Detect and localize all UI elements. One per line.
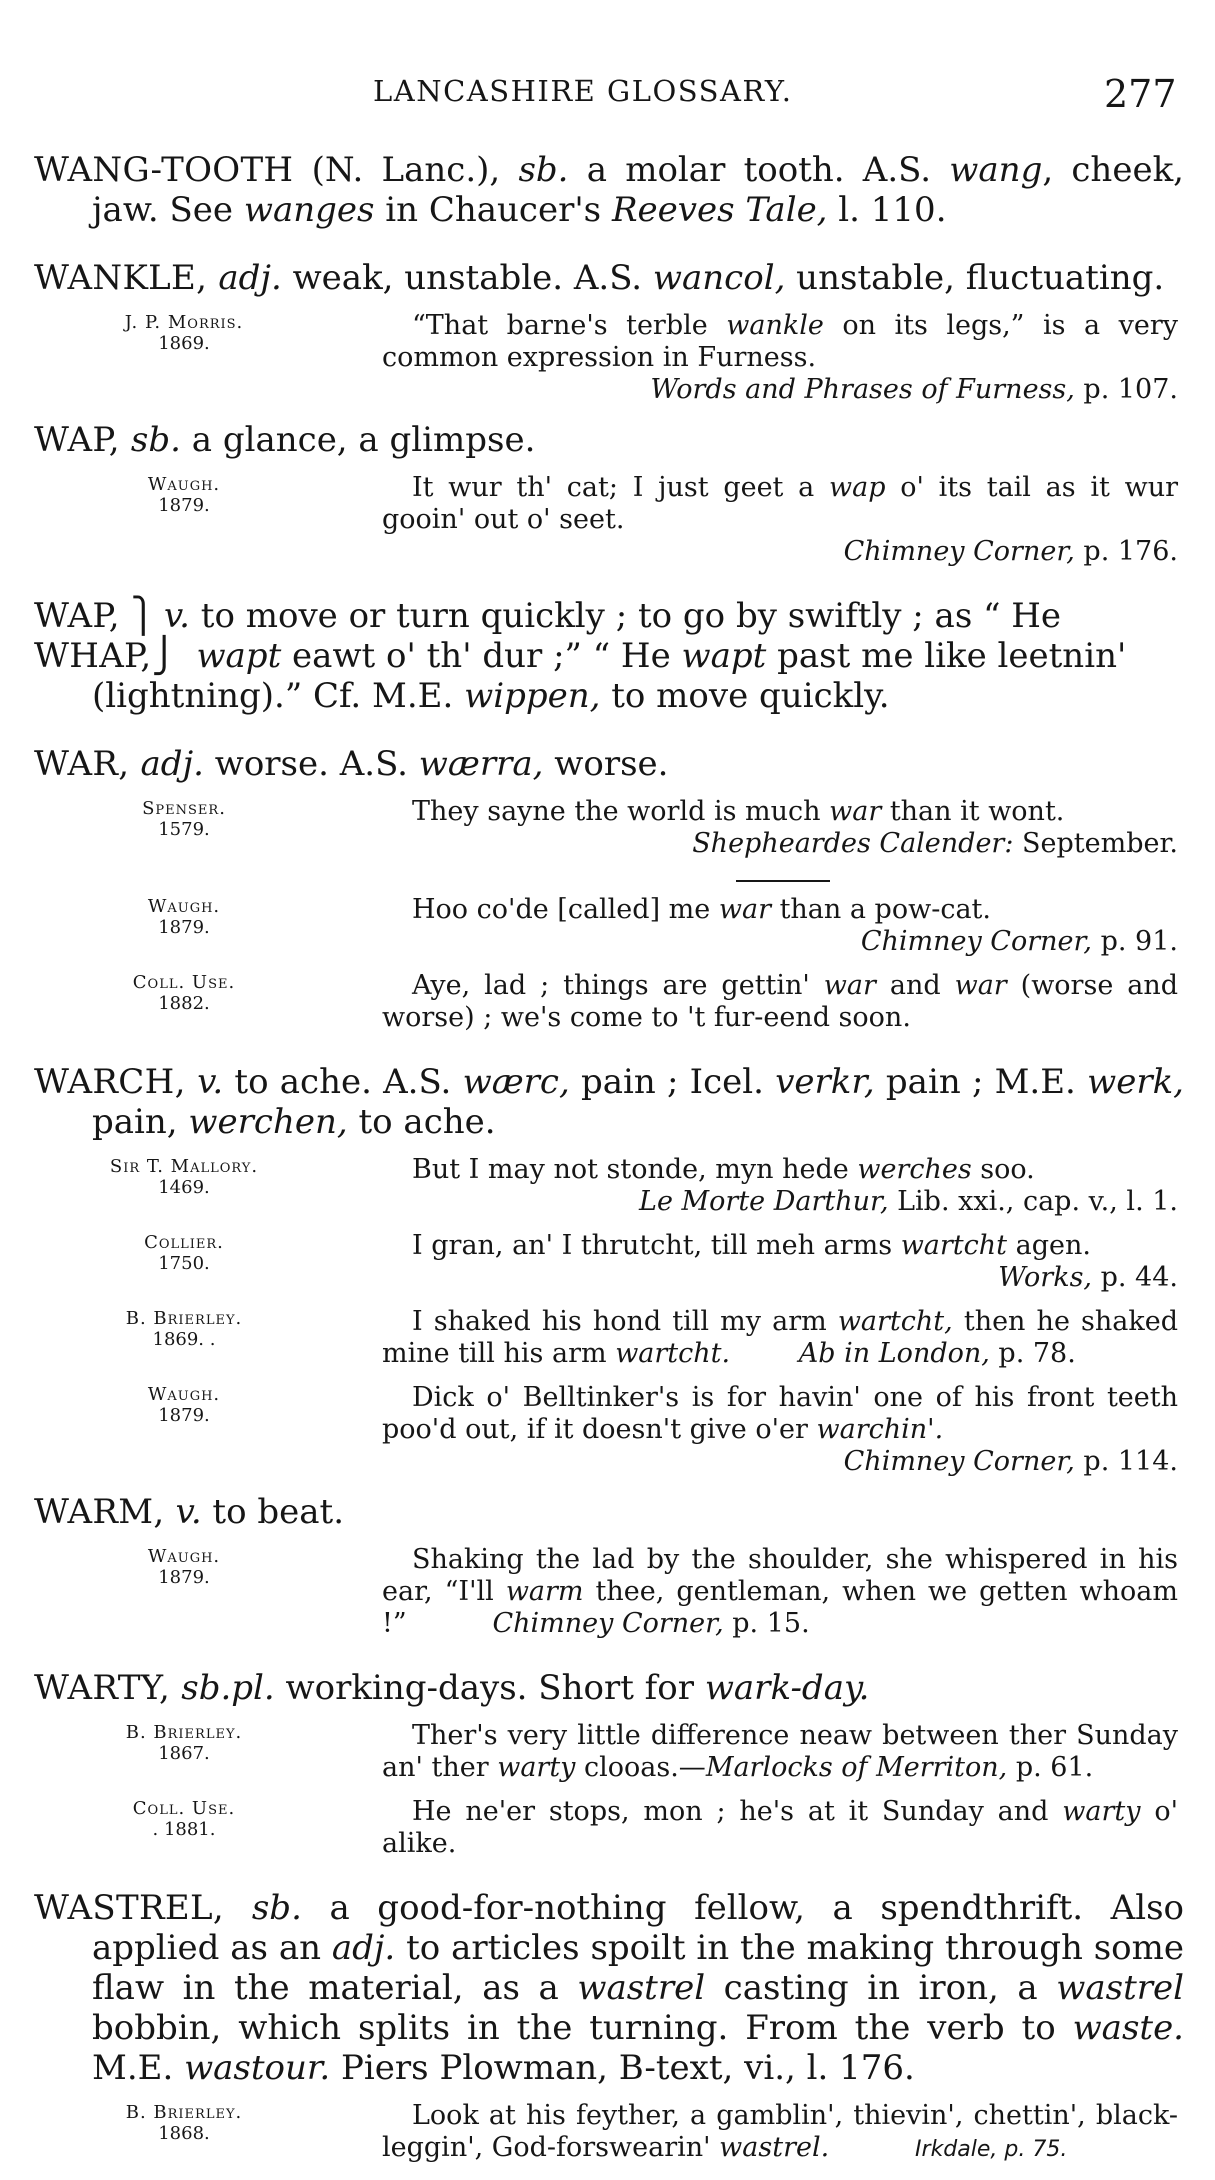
citation-quote: He ne'er stops, mon ; he's at it Sunday and warty o' alike. — [382, 1796, 1179, 1859]
citation-author: Collier. — [144, 1232, 224, 1253]
citation-source — [34, 1382, 334, 1478]
citation-quote: I gran, an' I thrutcht, till meh arms wartcht agen. Works, p. 44. — [334, 1230, 1184, 1294]
headword: WAR, — [34, 744, 141, 784]
entry-definition: WARCH, v. to ache. A.S. wærc, pain ; Icel. verkr, pain ; M.E. werk, pain, werchen, to ache. — [34, 1062, 1184, 1142]
citation — [34, 1544, 1184, 1640]
citation-reference: Chimney Corner, p. 114. — [843, 1446, 1178, 1477]
headword: WANKLE, — [34, 258, 219, 298]
citation-author: Sir T. Mallory. — [109, 1156, 259, 1177]
citation — [34, 1154, 1184, 1218]
citation-quote: Aye, lad ; things are gettin' war and war (worse and worse) ; we's come to 't fur-eend soon. — [382, 970, 1179, 1033]
part-of-speech: v. — [197, 1062, 224, 1102]
part-of-speech: adj. — [218, 258, 282, 298]
citation-reference: Works, p. 44. — [998, 1262, 1178, 1293]
citation-quote: Dick o' Belltinker's is for havin' one of his front teeth poo'd out, if it doesn't give o'er warchin'. Chimney Corner, p. 114. — [382, 1382, 1178, 1477]
part-of-speech: sb. — [130, 420, 181, 460]
citation-reference: Words and Phrases of Furness, p. 107. — [650, 374, 1178, 405]
citation-author: B. Brierley. — [125, 2102, 243, 2123]
citation — [34, 472, 1184, 568]
headword: WANG-TOOTH — [34, 150, 294, 190]
citation-source — [34, 1230, 334, 1294]
citation-source — [34, 472, 334, 568]
headword: WAP, — [34, 596, 120, 636]
citation-author: Waugh. — [147, 1384, 221, 1405]
citation-author: Waugh. — [147, 896, 221, 917]
glossary-entries — [34, 150, 1184, 2180]
citation-year: 1869. . — [152, 1329, 216, 1350]
citation — [34, 1306, 1184, 1370]
citation-source — [34, 2100, 334, 2166]
citation — [34, 310, 1184, 406]
headword: WARTY, — [34, 1668, 182, 1708]
handwritten-annotation: Irkdale, p. 75. — [915, 2137, 1068, 2162]
citation-quote: But I may not stonde, myn hede werches soo. Le Morte Darthur, Lib. xxi., cap. v., l. 1. — [334, 1154, 1184, 1218]
entry-definition: WANKLE, adj. weak, unstable. A.S. wancol, unstable, fluctuating. — [34, 258, 1165, 298]
citation — [34, 796, 1184, 860]
citation-year: 1750. — [158, 1253, 210, 1274]
citation-source — [34, 970, 334, 1034]
entry-definition: WARTY, sb.pl. working-days. Short for wark-day. — [34, 1668, 870, 1708]
entry-warch — [34, 1062, 1184, 1478]
citation-year: 1879. — [158, 917, 210, 938]
entry-wastrel — [34, 1888, 1184, 2166]
entry-warty — [34, 1668, 1184, 1860]
citation-reference: Shepheardes Calender: September. — [692, 828, 1178, 859]
entry-definition: WASTREL, sb. a good-for-nothing fellow, a spendthrift. Also applied as an adj. to articles spoilt in the making through some flaw in the material, as a wastrel casting in iron, a wastrel bobbin, which splits in the turning. From the verb to waste. M.E. wastour. Piers Plowman, B-text, vi., l. 176. — [34, 1888, 1185, 2088]
brace: ⎫ — [119, 596, 157, 636]
entry-wang-tooth — [34, 150, 1184, 230]
citation-year: 1867. — [158, 1743, 210, 1764]
part-of-speech: sb. — [251, 1888, 302, 1928]
citation-quote: It wur th' cat; I just geet a wap o' its tail as it wur gooin' out o' seet. Chimney Corner, p. 176. — [382, 472, 1178, 567]
citation — [34, 894, 1184, 958]
part-of-speech: sb. — [518, 150, 569, 190]
headword: WARCH, — [34, 1062, 198, 1102]
entry-definition: WAP, sb. a glance, a glimpse. — [34, 420, 536, 460]
running-title: LANCASHIRE GLOSSARY. — [373, 74, 793, 108]
citation-author: Coll. Use. — [132, 1798, 236, 1819]
citation-reference: Marlocks of Merriton, — [705, 1752, 1008, 1783]
citation-reference: Chimney Corner, — [492, 1608, 724, 1639]
citation-source — [34, 796, 334, 860]
entry-whap — [34, 596, 1184, 716]
entry-wap — [34, 420, 1184, 568]
entry-definition: WAP, ⎫ WHAP,⎭ v. to move or turn quickly ; to go by swiftly ; as “ He wapt eawt o' th' dur ;” “ He wapt past me like leetnin' (lightning).” Cf. M.E. wippen, to move quickly. — [34, 596, 1127, 716]
headword: WARM, — [34, 1492, 176, 1532]
divider-rule — [736, 880, 830, 882]
citation-source — [34, 894, 334, 958]
entry-wankle — [34, 258, 1184, 406]
citation-source — [34, 1796, 334, 1860]
part-of-speech: sb.pl. — [181, 1668, 275, 1708]
headword: WASTREL, — [34, 1888, 252, 1928]
citation-year: 1879. — [158, 1567, 210, 1588]
citation — [34, 1796, 1184, 1860]
citation-author: Coll. Use. — [132, 972, 236, 993]
citation-source — [34, 1720, 334, 1784]
citation-year: 1469. — [158, 1177, 210, 1198]
citation-year: . 1881. — [152, 1819, 216, 1840]
headword: WHAP, — [34, 636, 152, 676]
citation-author: B. Brierley. — [125, 1308, 243, 1329]
entry-war — [34, 744, 1184, 1034]
citation — [34, 1720, 1184, 1784]
citation — [34, 1382, 1184, 1478]
part-of-speech: adj. — [140, 744, 204, 784]
citation-source — [34, 1154, 334, 1218]
citation — [34, 1230, 1184, 1294]
brace: ⎭ — [151, 636, 177, 676]
entry-definition: WANG-TOOTH (N. Lanc.), sb. a molar tooth. A.S. wang, cheek, jaw. See wanges in Chaucer's Reeves Tale, l. 110. — [34, 150, 1184, 230]
citation-year: 1879. — [158, 1405, 210, 1426]
citation-quote: “That barne's terble wankle on its legs,” is a very common expression in Furness. Words and Phrases of Furness, p. 107. — [382, 310, 1178, 405]
citation-author: Waugh. — [147, 1546, 221, 1567]
entry-warm — [34, 1492, 1184, 1640]
citation-author: B. Brierley. — [125, 1722, 243, 1743]
citation-quote: Ther's very little difference neaw between ther Sunday an' ther warty clooas.—Marlocks of Merriton, p. 61. — [382, 1720, 1178, 1783]
citation-author: Waugh. — [147, 474, 221, 495]
citation-quote: Hoo co'de [called] me war than a pow-cat. Chimney Corner, p. 91. — [334, 894, 1184, 958]
citation-year: 1579. — [158, 819, 210, 840]
citation-quote: Look at his feyther, a gamblin', thievin', chettin', black-leggin', God-forswearin' wastrel. Irkdale, p. 75. — [382, 2100, 1178, 2163]
citation — [34, 2100, 1184, 2166]
headword: WAP, — [34, 420, 131, 460]
citation-source — [34, 1306, 334, 1370]
citation-reference: Le Morte Darthur, Lib. xxi., cap. v., l. 1. — [639, 1186, 1178, 1217]
citation-year: 1868. — [158, 2123, 210, 2144]
citation-author: Spenser. — [142, 798, 226, 819]
citation-source — [34, 310, 334, 406]
citation-author: J. P. Morris. — [124, 312, 244, 333]
citation-year: 1869. — [158, 333, 210, 354]
citation-quote: They sayne the world is much war than it wont. Shepheardes Calender: September. — [334, 796, 1184, 860]
entry-definition: WAR, adj. worse. A.S. wærra, worse. — [34, 744, 669, 784]
citation-source — [34, 1544, 334, 1640]
page-number: 277 — [1104, 72, 1177, 116]
citation-reference: Chimney Corner, p. 176. — [843, 536, 1178, 567]
citation-reference: Ab in London, — [798, 1338, 990, 1369]
citation-year: 1882. — [158, 993, 210, 1014]
citation-quote: I shaked his hond till my arm wartcht, then he shaked mine till his arm wartcht. Ab in London, p. 78. — [382, 1306, 1179, 1369]
part-of-speech: v. — [164, 596, 190, 636]
entry-definition: WARM, v. to beat. — [34, 1492, 344, 1532]
citation-reference: Chimney Corner, p. 91. — [860, 926, 1178, 957]
citation — [34, 970, 1184, 1034]
citation-quote: Shaking the lad by the shoulder, she whispered in his ear, “I'll warm thee, gentleman, when we getten whoam !” Chimney Corner, p. 15. — [382, 1544, 1178, 1639]
part-of-speech: v. — [175, 1492, 202, 1532]
page-header — [0, 72, 1215, 122]
citation-year: 1879. — [158, 495, 210, 516]
